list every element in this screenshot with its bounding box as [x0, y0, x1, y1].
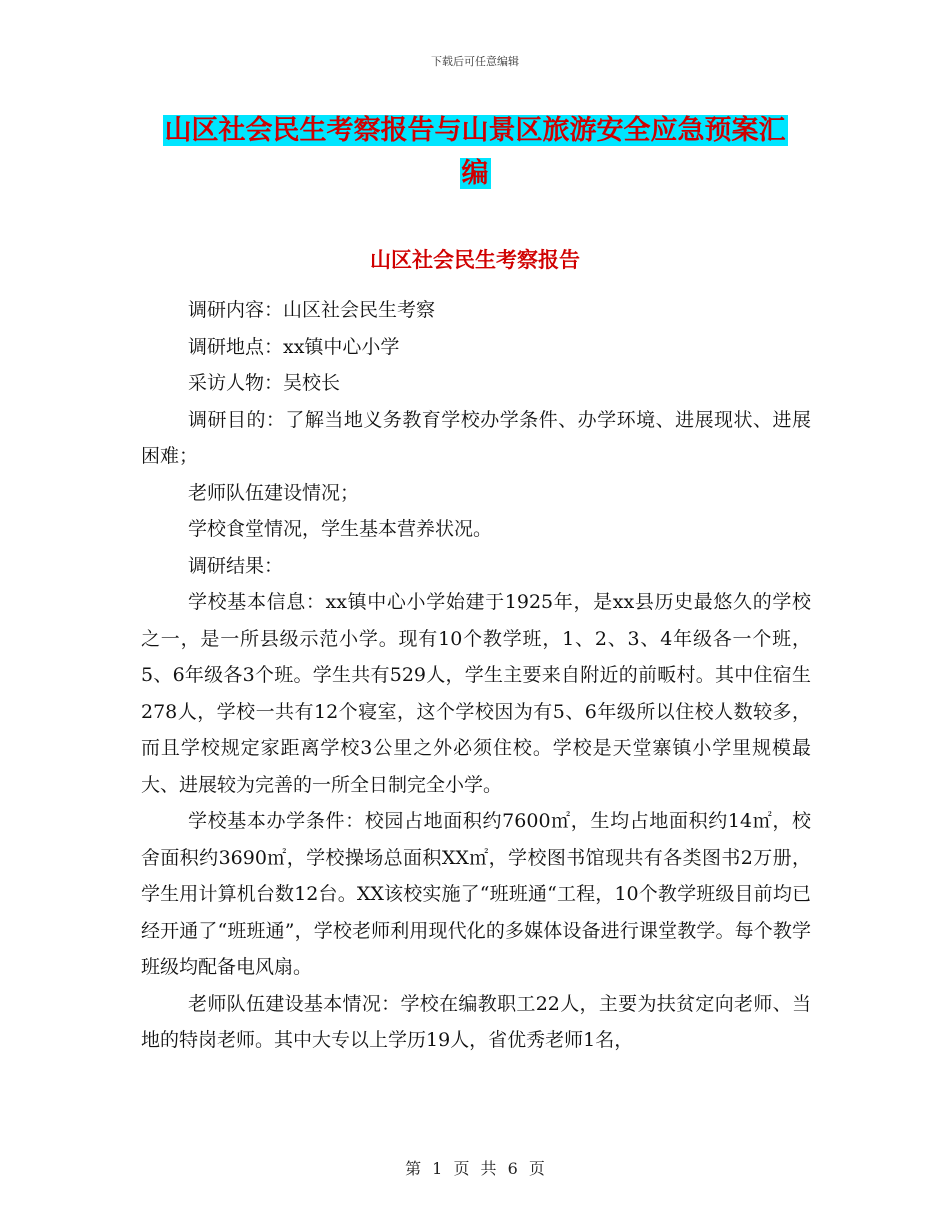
paragraph-survey-location: 调研地点：xx镇中心小学: [188, 335, 400, 358]
paragraph-interviewee: 采访人物：吴校长: [188, 372, 341, 394]
paragraph-canteen: 学校食堂情况，学生基本营养状况。: [188, 518, 493, 540]
paragraph-school-conditions: 学校基本办学条件：校园占地面积约7600㎡，生均占地面积约14㎡，校舍面积约3690㎡，学校操场总面积XX㎡，学校图书馆现共有各类图书2万册，学生用计算机台数12台。XX该校实施了“班班通“工程，10个教学班级目前均已经开通了“班班通”，学校老师利用现代化的多媒体设备进行课堂教学。每个教学班级均配备电风扇。: [141, 810, 811, 978]
section-title: 山区社会民生考察报告: [370, 247, 580, 272]
page-footer: 第 1 页 共 6 页: [405, 1159, 545, 1178]
paragraph-results-heading: 调研结果：: [188, 554, 284, 577]
paragraph-survey-purpose: 调研目的：了解当地义务教育学校办学条件、办学环境、进展现状、进展困难；: [141, 408, 811, 467]
document-title-line-2: [140, 151, 810, 197]
document-body: [141, 292, 811, 1059]
header-note: 下载后可任意编辑: [431, 55, 519, 68]
paragraph-survey-content: 调研内容：山区社会民生考察: [188, 299, 436, 321]
document-title-highlight-1: 山区社会民生考察报告与山景区旅游安全应急预案汇: [164, 115, 786, 146]
document-title-highlight-2: 编: [461, 158, 489, 189]
paragraph-teacher-team: 老师队伍建设情况；: [188, 481, 360, 504]
document-title-line-1: [140, 108, 810, 154]
paragraph-teacher-staff: 老师队伍建设基本情况：学校在编教职工22人，主要为扶贫定向老师、当地的特岗老师。其中大专以上学历19人，省优秀老师1名，: [141, 992, 811, 1051]
paragraph-school-info: 学校基本信息：xx镇中心小学始建于1925年，是xx县历史最悠久的学校之一，是一所县级示范小学。现有10个教学班，1、2、3、4年级各一个班，5、6年级各3个班。学生共有529人，学生主要来自附近的前畈村。其中住宿生278人，学校一共有12个寝室，这个学校因为有5、6年级所以住校人数较多，而且学校规定家距离学校3公里之外必须住校。学校是天堂寨镇小学里规模最大、进展较为完善的一所全日制完全小学。: [141, 591, 811, 796]
